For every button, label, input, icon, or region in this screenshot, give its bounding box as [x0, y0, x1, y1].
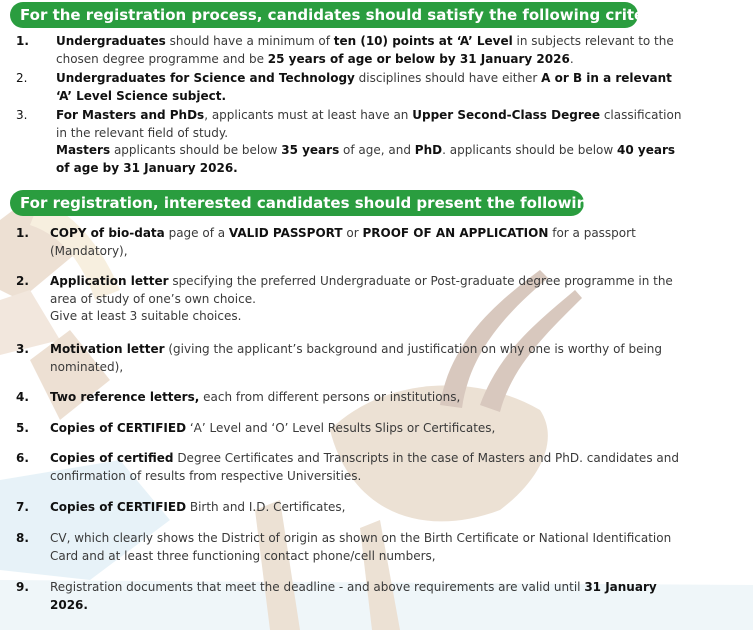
- criteria-item-text: For Masters and PhDs, applicants must at least have an Upper Second-Class Degree classification in the relevant field of study. Masters applicants should be below 35 years of age, and PhD. applicants should be below 40 years of age by 31 January 2026.: [56, 107, 682, 177]
- criteria-section-heading: For the registration process, candidates should satisfy the following criteria:: [10, 2, 638, 28]
- document-item-number: 1.: [16, 226, 29, 240]
- document-item-text: COPY of bio-data page of a VALID PASSPORT or PROOF OF AN APPLICATION for a passport (Mandatory),: [50, 226, 636, 258]
- document-item-number: 4.: [16, 390, 29, 404]
- criteria-item-number: 1.: [16, 34, 29, 48]
- document-item-number: 2.: [16, 274, 29, 288]
- criteria-item-number: 3.: [16, 108, 28, 122]
- document-item-text: Copies of CERTIFIED Birth and I.D. Certificates,: [50, 500, 346, 514]
- criteria-item-text: Undergraduates for Science and Technology disciplines should have either A or B in a relevant ‘A’ Level Science subject.: [56, 71, 672, 103]
- document-item-number: 9.: [16, 580, 29, 594]
- document-item-text: Copies of CERTIFIED ‘A’ Level and ‘O’ Level Results Slips or Certificates,: [50, 421, 496, 435]
- documents-section-heading: For registration, interested candidates should present the following: -: [10, 190, 584, 216]
- document-item-number: 8.: [16, 531, 29, 545]
- document-item-text: Application letter specifying the preferred Undergraduate or Post-graduate degree programme in the area of study of one’s own choice. Give at least 3 suitable choices.: [50, 273, 682, 326]
- criteria-item-text: Undergraduates should have a minimum of ten (10) points at ‘A’ Level in subjects relevant to the chosen degree programme and be 25 years of age or below by 31 January 2026.: [56, 34, 674, 66]
- document-item-text: CV, which clearly shows the District of origin as shown on the Birth Certificate or National Identification Card and at least three functioning contact phone/cell numbers,: [50, 531, 672, 563]
- document-item-text: Two reference letters, each from different persons or institutions,: [50, 390, 461, 404]
- criteria-item-subtext: Masters applicants should be below 35 years of age, and PhD. applicants should be below 40 years of age by 31 January 2026.: [56, 143, 676, 175]
- document-item-text: Motivation letter (giving the applicant’s background and justification on why one is worthy of being nominated),: [50, 342, 663, 374]
- document-item-subtext: Give at least 3 suitable choices.: [50, 309, 242, 323]
- document-item-number: 5.: [16, 421, 29, 435]
- document-item-text: Copies of certified Degree Certificates and Transcripts in the case of Masters and PhD. candidates and confirmation of results from respective Universities.: [50, 451, 679, 483]
- criteria-item-number: 2.: [16, 71, 28, 85]
- document-item-number: 6.: [16, 451, 29, 465]
- document-item-text: Registration documents that meet the deadline - and above requirements are valid until 31 January 2026.: [50, 580, 657, 612]
- document-item-number: 7.: [16, 500, 29, 514]
- document-item-number: 3.: [16, 342, 29, 356]
